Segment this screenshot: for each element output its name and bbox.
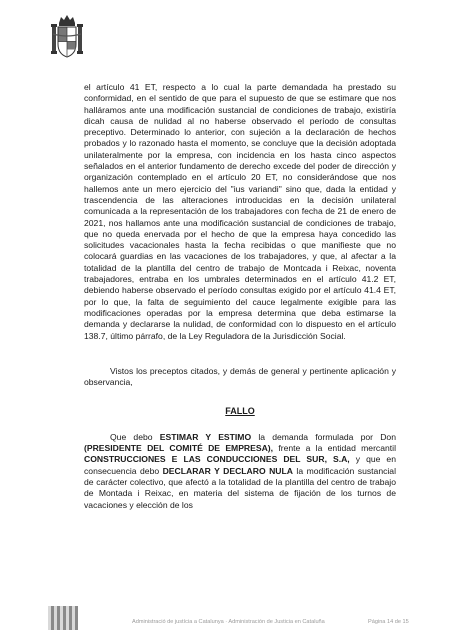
coat-of-arms-icon bbox=[50, 14, 84, 60]
paragraph-legal-reasoning: el artículo 41 ET, respecto a lo cual la parte demandada ha prestado su conformidad, en el sentido de que para el supuesto de que se estimare que nos halláramos ante una modificación sustancial de condiciones de trabajo, existiría dicah causa de nulidad al no haberse observado el período de consultas preceptivo. Determinado lo anterior, con sujeción a la declaración de hechos probados y lo razonado hasta el momento, se concluye que la decisión adoptada unilateralmente por la empresa, con incidencia en los hasta cinco aspectos señalados en el anterior fundamento de derecho excede del poder de dirección y organización contemplado en el artículo 20 ET, no considerándose que nos hallemos ante un mero ejercicio del "ius variandi" sino que, dada la entidad y trascendencia de las alteraciones introducidas en la decisión unilateral comunicada a la representación de los trabajadores con fecha de 21 de enero de 2021, nos hallamos ante una modificación sustancial de condiciones de trabajo, que no queda enervada por el hecho de que la empresa haya concedido las solicitudes vacacionales hasta la fecha recibidas o que manifieste que no colocará guardias en las vacaciones de los trabajadores, y que, al afectar a la totalidad de la plantilla del centro de trabajo de Montcada i Reixac, noventa trabajadores, entraba en los umbrales determinados en el artículo 41.2 ET, debiendo haberse observado el período consultas exigido por el artículo 41.4 ET, por lo que, la falta de seguimiento del cauce legalmente exigible para las modificaciones operadas por la empresa determina que deba estimarse la demanda y declararse la nulidad, de conformidad con lo dispuesto en el artículo 138.7, último párrafo, de la Ley Reguladora de la Jurisdicción Social. bbox=[84, 82, 396, 341]
paragraph-vistos: Vistos los preceptos citados, y demás de general y pertinente aplicación y observancia, bbox=[84, 365, 396, 388]
document-body bbox=[84, 82, 396, 511]
page-footer bbox=[0, 606, 452, 636]
catalonia-flag-icon bbox=[48, 606, 78, 630]
fallo-heading: FALLO bbox=[225, 406, 255, 417]
footer-institution-text: Administració de justícia a Catalunya · Administración de Justicia en Cataluña bbox=[132, 619, 325, 625]
paragraph-fallo: Que debo ESTIMAR Y ESTIMO la demanda formulada por Don (PRESIDENTE DEL COMITÉ DE EMPRESA), frente a la entidad mercantil CONSTRUCCIONES E LAS CONDUCCIONES DEL SUR, S.A, y que en consecuencia debo DECLARAR Y DECLARO NULA la modificación sustancial de carácter colectivo, que afectó a la totalidad de la plantilla del centro de trabajo de Montada i Reixac, en materia del sistema de fijación de los turnos de vacaciones y elección de los bbox=[84, 431, 396, 510]
page-number: Página 14 de 15 bbox=[368, 619, 409, 625]
